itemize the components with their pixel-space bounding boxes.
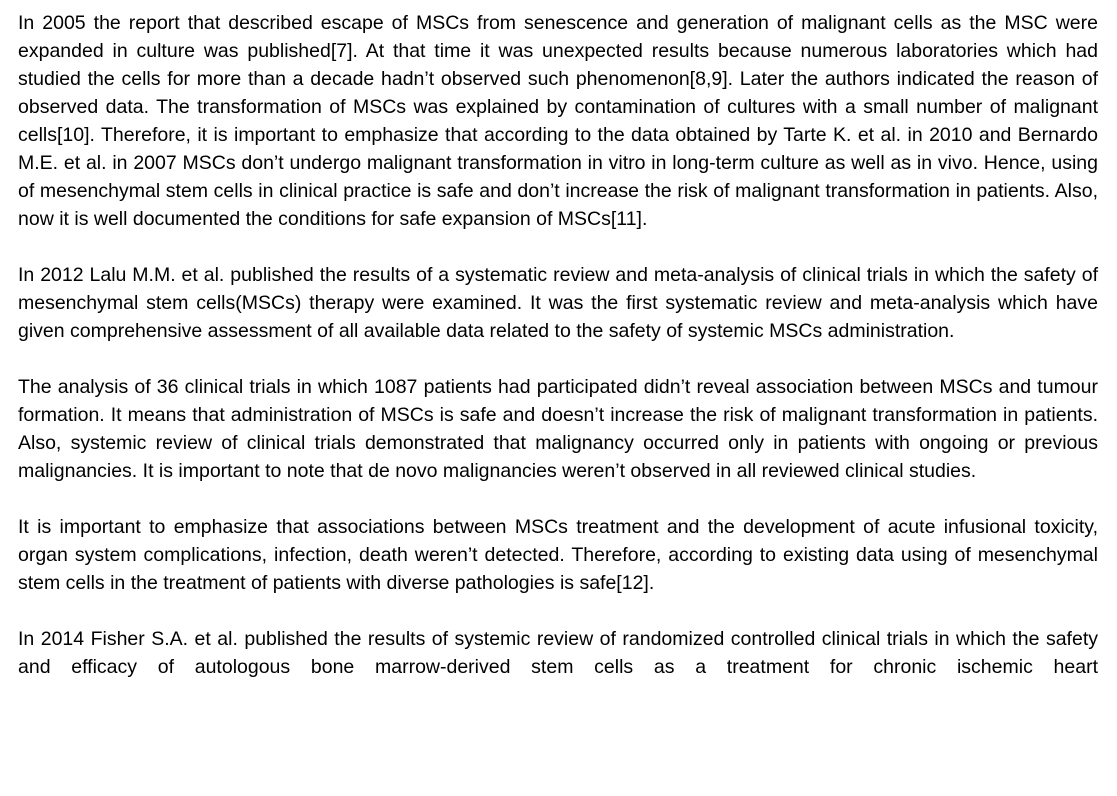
paragraph-fisher-review: In 2014 Fisher S.A. et al. published the results of systemic review of randomized controlled clinical trials in which the safety and efficacy of autologous bone marrow-derived stem cells as a treatment for chronic ischemic heart (18, 628, 1098, 678)
paragraph-lalu-review: In 2012 Lalu M.M. et al. published the results of a systematic review and meta-analysis of clinical trials in which the safety of mesenchymal stem cells(MSCs) therapy were examined. It was the first systematic review and meta-analysis which have given comprehensive assessment of all available data related to the safety of systemic MSCs administration. (18, 264, 1098, 342)
document-body (18, 9, 1098, 681)
paragraph-clinical-trials-analysis: The analysis of 36 clinical trials in which 1087 patients had participated didn’t reveal association between MSCs and tumour formation. It means that administration of MSCs is safe and doesn’t increase the risk of malignant transformation in patients. Also, systemic review of clinical trials demonstrated that malignancy occurred only in patients with ongoing or previous malignancies. It is important to note that de novo malignancies weren’t observed in all reviewed clinical studies. (18, 376, 1098, 482)
paragraph-msc-safety: It is important to emphasize that associations between MSCs treatment and the development of acute infusional toxicity, organ system complications, infection, death weren’t detected. Therefore, according to existing data using of mesenchymal stem cells in the treatment of patients with diverse pathologies is safe[12]. (18, 516, 1098, 594)
paragraph-msc-senescence: In 2005 the report that described escape of MSCs from senescence and generation of malignant cells as the MSC were expanded in culture was published[7]. At that time it was unexpected results because numerous laboratories which had studied the cells for more than a decade hadn’t observed such phenomenon[8,9]. Later the authors indicated the reason of observed data. The transformation of MSCs was explained by contamination of cultures with a small number of malignant cells[10]. Therefore, it is important to emphasize that according to the data obtained by Tarte K. et al. in 2010 and Bernardo M.E. et al. in 2007 MSCs don’t undergo malignant transformation in vitro in long-term culture as well as in vivo. Hence, using of mesenchymal stem cells in clinical practice is safe and don’t increase the risk of malignant transformation in patients. Also, now it is well documented the conditions for safe expansion of MSCs[11]. (18, 12, 1098, 230)
